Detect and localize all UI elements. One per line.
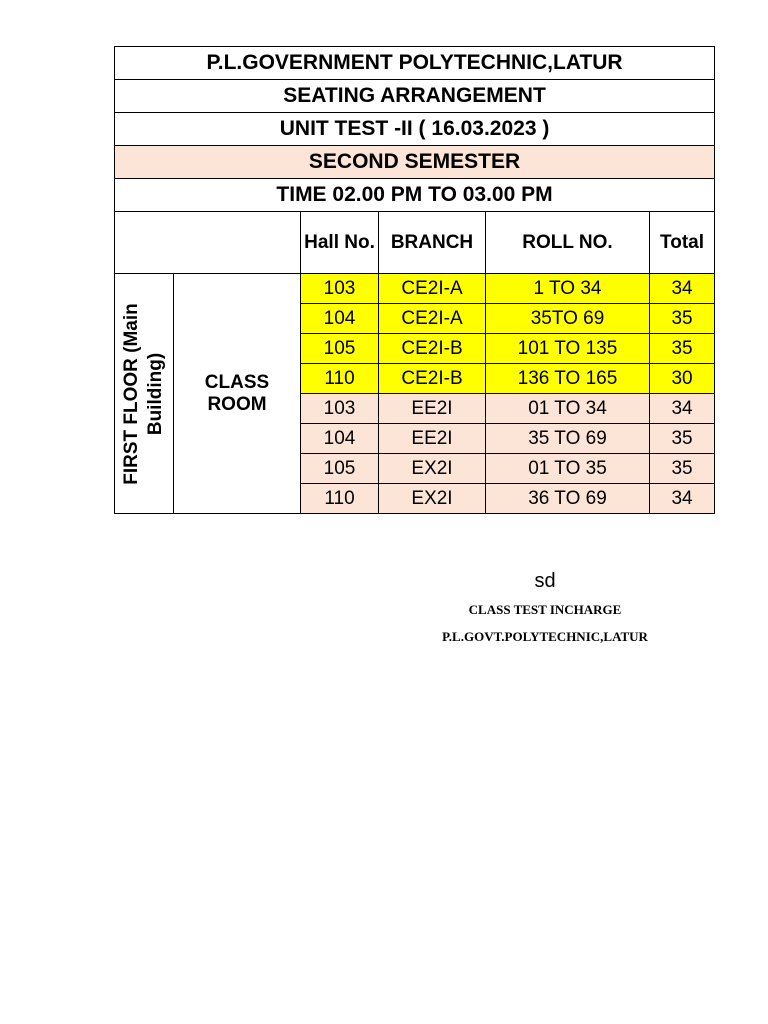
total-cell: 34 <box>650 394 715 424</box>
roll-cell: 01 TO 34 <box>486 394 650 424</box>
floor-label: FIRST FLOOR (Main Building) <box>121 302 166 485</box>
roll-cell: 1 TO 34 <box>486 274 650 304</box>
roll-cell: 01 TO 35 <box>486 454 650 484</box>
hall-cell: 105 <box>301 454 379 484</box>
room-type-label: CLASS ROOM <box>174 274 301 514</box>
branch-cell: EE2I <box>379 394 486 424</box>
hall-cell: 110 <box>301 364 379 394</box>
branch-cell: CE2I-B <box>379 334 486 364</box>
blank-header-cell <box>115 212 301 274</box>
rows-body <box>115 274 715 514</box>
signature-mark: sd <box>534 570 556 592</box>
hall-column-header: Hall No. <box>301 212 379 274</box>
hall-cell: 110 <box>301 484 379 514</box>
roll-cell: 36 TO 69 <box>486 484 650 514</box>
hall-cell: 104 <box>301 304 379 334</box>
hall-cell: 105 <box>301 334 379 364</box>
total-cell: 35 <box>650 454 715 484</box>
hall-cell: 103 <box>301 274 379 304</box>
hall-cell: 103 <box>301 394 379 424</box>
floor-label-cell <box>115 274 174 514</box>
branch-cell: CE2I-B <box>379 364 486 394</box>
hall-cell: 104 <box>301 424 379 454</box>
table-row <box>115 274 715 304</box>
roll-cell: 136 TO 165 <box>486 364 650 394</box>
time-title: TIME 02.00 PM TO 03.00 PM <box>115 179 715 212</box>
roll-cell: 35TO 69 <box>486 304 650 334</box>
branch-cell: EE2I <box>379 424 486 454</box>
total-cell: 35 <box>650 334 715 364</box>
signature-role: CLASS TEST INCHARGE <box>468 602 622 617</box>
seating-table <box>114 46 715 514</box>
branch-cell: EX2I <box>379 484 486 514</box>
branch-cell: CE2I-A <box>379 274 486 304</box>
semester-title: SECOND SEMESTER <box>115 146 715 179</box>
branch-cell: EX2I <box>379 454 486 484</box>
total-cell: 34 <box>650 484 715 514</box>
total-cell: 30 <box>650 364 715 394</box>
roll-cell: 101 TO 135 <box>486 334 650 364</box>
seating-sheet <box>114 46 714 514</box>
roll-cell: 35 TO 69 <box>486 424 650 454</box>
exam-title: UNIT TEST -II ( 16.03.2023 ) <box>115 113 715 146</box>
total-column-header: Total <box>650 212 715 274</box>
document-title: SEATING ARRANGEMENT <box>115 80 715 113</box>
branch-column-header: BRANCH <box>379 212 486 274</box>
branch-cell: CE2I-A <box>379 304 486 334</box>
total-cell: 35 <box>650 424 715 454</box>
roll-column-header: ROLL NO. <box>486 212 650 274</box>
total-cell: 34 <box>650 274 715 304</box>
signature-institute: P.L.GOVT.POLYTECHNIC,LATUR <box>442 629 648 644</box>
institute-title: P.L.GOVERNMENT POLYTECHNIC,LATUR <box>115 47 715 80</box>
total-cell: 35 <box>650 304 715 334</box>
